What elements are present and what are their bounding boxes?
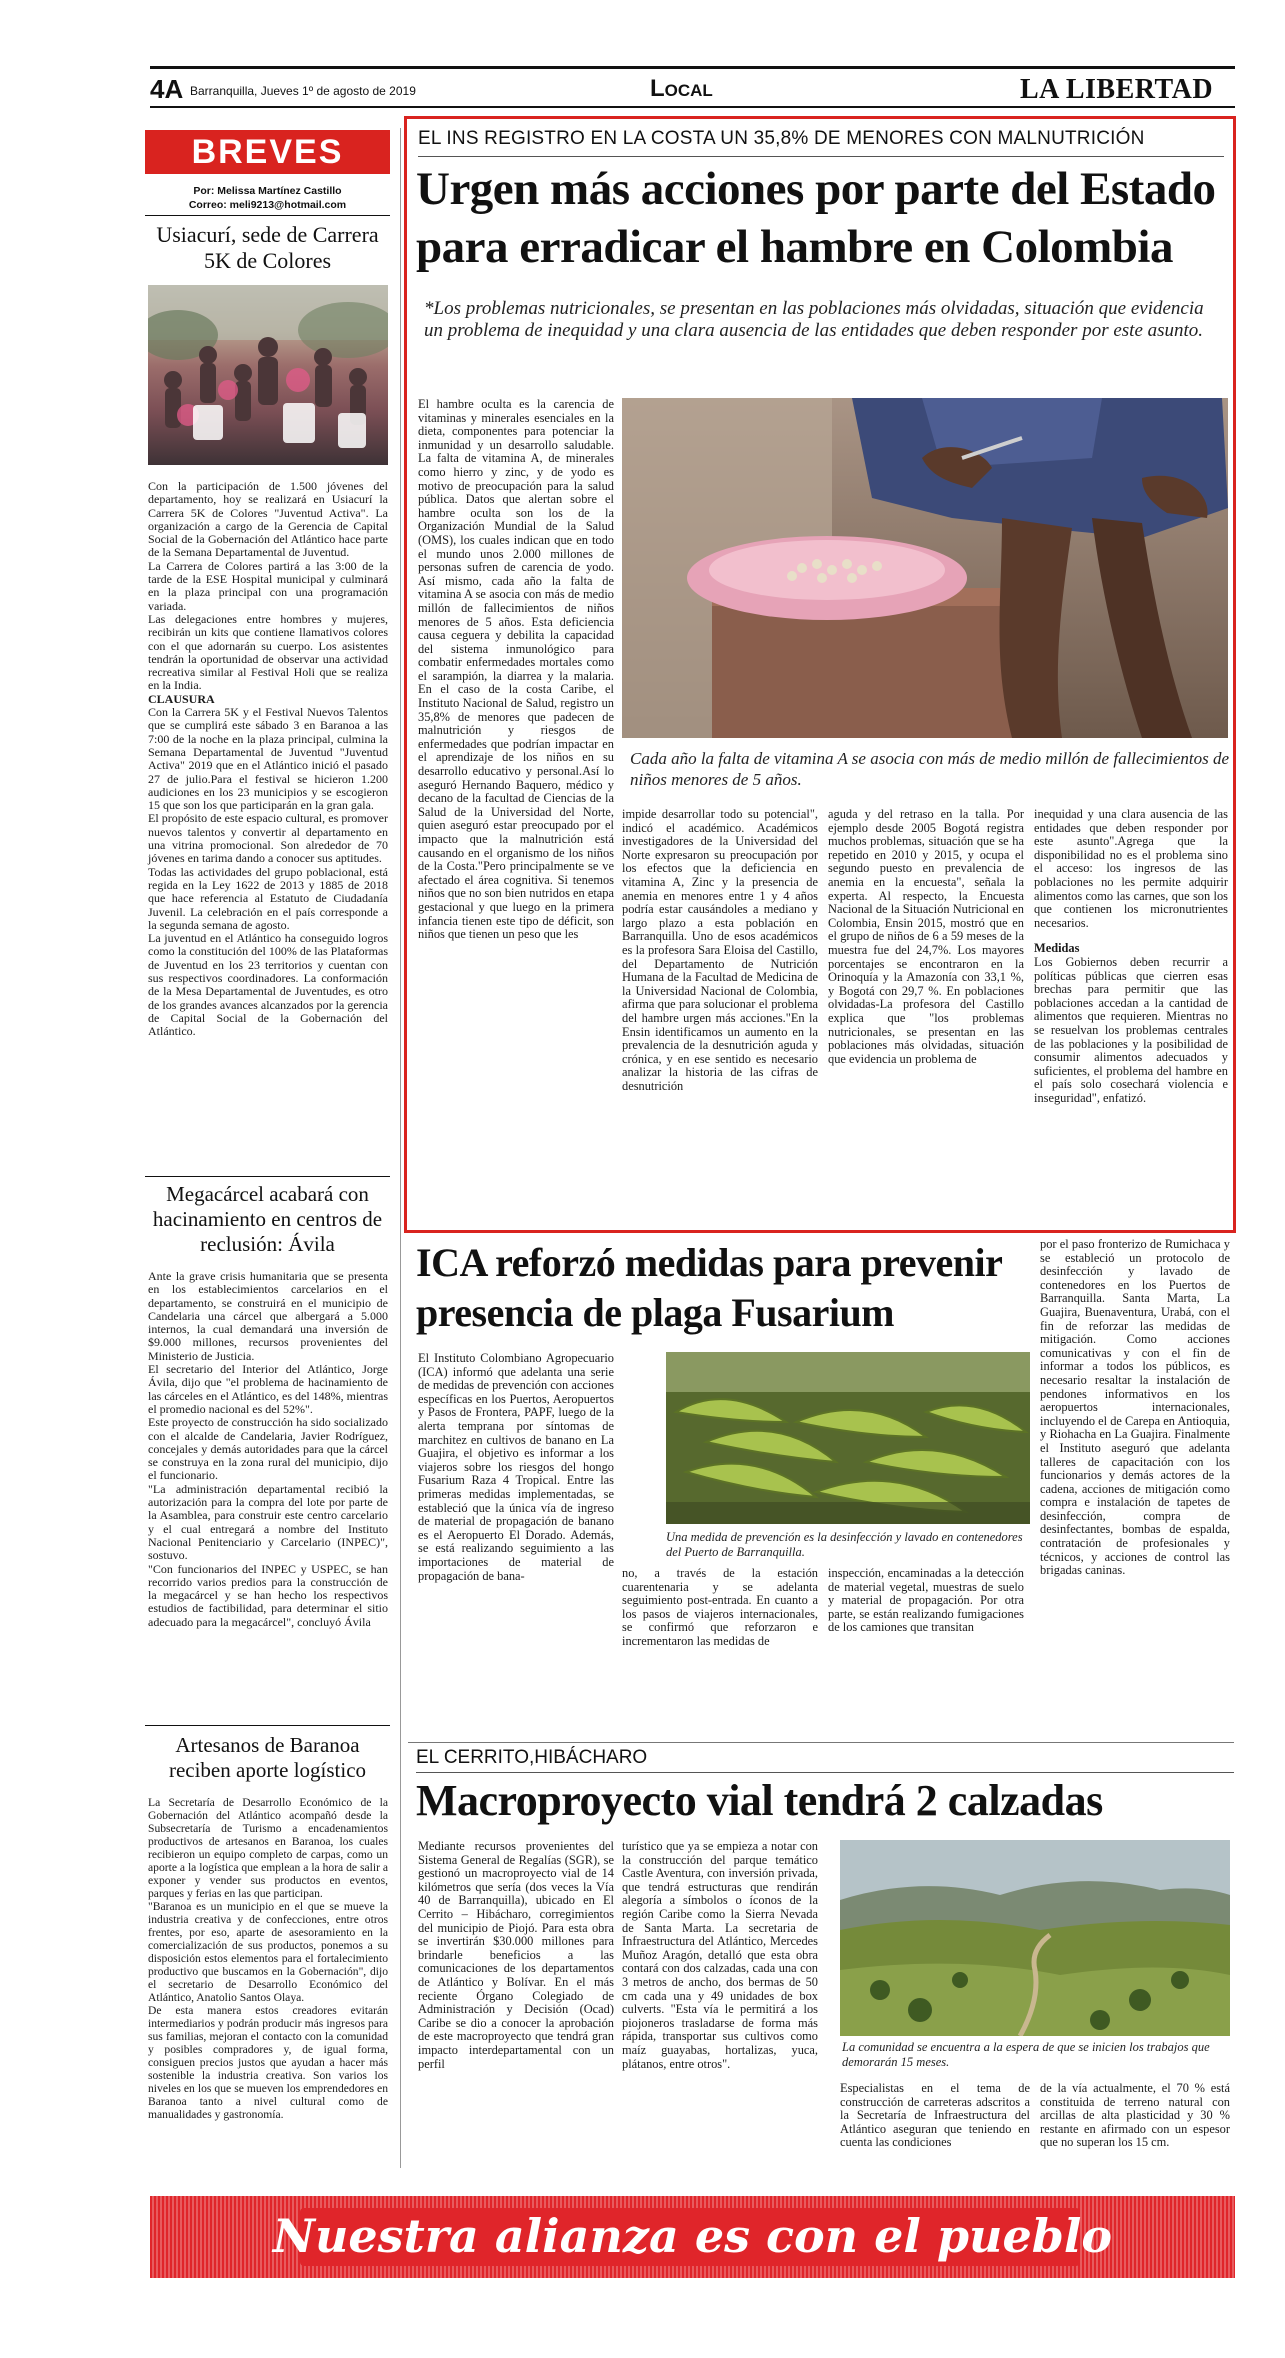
child-eating-illustration bbox=[622, 398, 1228, 738]
lead-kicker-rule bbox=[418, 156, 1224, 157]
macro-col-3: Especialistas en el tema de construcción de carreteras adscritos a la Secretaría de Infraestructura del Atlántico aseguran que teniendo en cuenta las condiciones bbox=[840, 2081, 1030, 2150]
macro-kicker-rule bbox=[416, 1772, 1234, 1773]
breves-byline bbox=[145, 184, 390, 212]
breves-label: BREVES bbox=[145, 130, 390, 174]
masthead: LA LIBERTAD bbox=[1020, 74, 1214, 105]
lead-photo bbox=[622, 398, 1228, 738]
breves-story3-body bbox=[148, 1796, 388, 2121]
ica-headline: ICA reforzó medidas para prevenir presencia de plaga Fusarium bbox=[416, 1240, 1002, 1335]
macro-photo bbox=[840, 1840, 1230, 2036]
story1-paragraph: Las delegaciones entre hombres y mujeres, recibirán un kits que contiene llamativos colores con el que adornarán su cuerpo. Los asistentes tendrán la oportunidad de observar una actividad recreativa similar al Festival Holi que se realiza en la India. bbox=[148, 611, 388, 693]
macro-col-4: de la vía actualmente, el 70 % está constituida de terreno natural con arcillas de alta plasticidad y 30 % restante en afirmado con un espesor que no superan los 15 cm. bbox=[1040, 2081, 1230, 2150]
macro-caption: La comunidad se encuentra a la espera de que se inicien los trabajos que demorarán 15 meses. bbox=[842, 2040, 1210, 2069]
macro-top-rule bbox=[408, 1742, 1234, 1743]
story2-paragraph: "La administración departamental recibió la autorización para la compra del lote por parte de la Asamblea, para construir este centro carcelario y el cual entregará a nombre del Instituto Nacional Penitenciario y Carcelario (INPEC)", sostuvo. bbox=[148, 1481, 388, 1563]
landscape-illustration bbox=[840, 1840, 1230, 2036]
macro-col-1: Mediante recursos provenientes del Sistema General de Regalías (SGR), se gestionó un macroproyecto vial de 14 kilómetros que sería (dos veces la Vía 40 de Barranquilla), ubicado en El Cerrito – Hibácharo, corregimientos del municipio de Piojó. Para esta obra se invertirán $30.000 millones para brindarle beneficios a las comunicaciones de los departamentos de Atlántico y Bolívar. En el más reciente Órgano Colegiado de Administración y Decisión (Ocad) Caribe se dio a conocer la aprobación de este macroproyecto que tendrá gran impacto interdepartamental con un perfil bbox=[418, 1839, 614, 2071]
story2-paragraph: "Con funcionarios del INPEC y USPEC, se han recorrido varios predios para la construcción de la megacárcel y se han hecho los respectivos estudios de factibilidad, para determinar el sitio adecuado para la megacárcel", concluyó Ávila bbox=[148, 1561, 388, 1629]
ica-photo bbox=[666, 1352, 1030, 1524]
story1-paragraph: Con la Carrera 5K y el Festival Nuevos Talentos que se cumplirá este sábado 3 en Baranoa a las 7:00 de la noche en la plaza principal, culmina la Semana Departamental de Juventud "Juventud Activa" 2019 que en el Atlántico inició el pasado 27 de julio.Para el festival se hicieron 1.200 audiciones en los 23 municipios y se escogieron 15 que son los que participarán en la gran gala. bbox=[148, 705, 388, 813]
story2-paragraph: El secretario del Interior del Atlántico, Jorge Ávila, dijo que "el problema de hacinamiento de las cárceles en el Atlántico, es del 148%, mientras el promedio nacional es del 52%". bbox=[148, 1362, 388, 1416]
header-bottom-rule bbox=[150, 106, 1235, 108]
story2-paragraph: Este proyecto de construcción ha sido socializado con el alcalde de Candelaria, Javier Rodríguez, concejales y demás autoridades para que la cárcel se construya en la zona rural del municipio, dijo el funcionario. bbox=[148, 1415, 388, 1483]
lead-col-3: aguda y del retraso en la talla. Por ejemplo desde 2005 Bogotá registra muchos problemas, situación que se ha repetido en 2010 y 2015, y ocupa el segundo puesto en prevalencia de anemia en la encuesta", señala la experta. Al respecto, la Encuesta Nacional de la Situación Nutricional en Colombia, Ensin 2015, mostró que en el grupo de niños de 6 a 59 meses de la muestra fue del 24,7%. Los mayores porcentajes se encontraron en la Orinoquía y la Amazonía con 33,1 %, y Bogotá con 29,7 %. En poblaciones olvidadas-La profesora del Castillo explica que "los problemas nutricionales, se presentan en las poblaciones más olvidadas, situación que evidencia un problema de bbox=[828, 807, 1024, 1066]
lead-caption: Cada año la falta de vitamina A se asocia con más de medio millón de fallecimientos de niños menores de 5 años. bbox=[630, 749, 1230, 789]
lead-headline: Urgen más acciones por parte del Estado para erradicar el hambre en Colombia bbox=[416, 163, 1216, 273]
ica-col-1: El Instituto Colombiano Agropecuario (ICA) informó que adelanta una serie de medidas de prevención con acciones específicas en los Puertos, Aeropuertos y Pasos de Frontera, PAPF, luego de la alerta temprana por síntomas de marchitez en cultivos de banano en La Guajira, el objetivo es informar a los viajeros sobre los riesgos del hongo Fusarium Raza 4 Tropical. Entre las primeras medidas implementadas, se estableció que la única vía de ingreso de material de propagación de banano es el Aeropuerto El Dorado. Además, se está realizando seguimiento a las importaciones de material de propagación de bana- bbox=[418, 1351, 614, 1583]
story1-paragraph: El propósito de este espacio cultural, es promover nuevos talentos y convertir al departamento en una vitrina promocional. Son alrededor de 70 jóvenes en tarima dando a conocer sus aptitudes. bbox=[148, 811, 388, 866]
color-run-illustration bbox=[148, 285, 388, 465]
breves-story1-headline: Usiacurí, sede de Carrera 5K de Colores bbox=[156, 222, 379, 273]
color-run-photo bbox=[148, 285, 388, 465]
section-label: Local bbox=[650, 75, 713, 102]
ica-col-3: inspección, encaminadas a la detección de material vegetal, muestras de suelo y material de propagación. Por otra parte, se están realizando fumigaciones de los camiones que transitan bbox=[828, 1566, 1024, 1635]
bananas-illustration bbox=[666, 1352, 1030, 1524]
breves-divider-2 bbox=[145, 1725, 390, 1726]
ica-col-4: por el paso fronterizo de Rumichaca y se estableció un protocolo de desinfección y lavado de contenedores en los Puertos de Barranquilla. Santa Marta, La Guajira, Buenaventura, Urabá, con el fin de reforzar las medidas de mitigación. Como acciones comunicativas y con el fin de informar a todos los públicos, es necesario resaltar la instalación de pendones informativos en los aeropuertos internacionales, incluyendo el de Carepa en Antioquia, y Riohacha en La Guajira. Finalmente el Instituto aseguró que adelanta talleres de capacitación con los funcionarios y demás actores de la cadena, acciones de mitigación como compra e instalación de tapetes de desinfección, compra de desinfectantes, bombas de espalda, contratación de profesionales y técnicos, y acciones de control las brigadas caninas. bbox=[1040, 1237, 1230, 1578]
byline-email: Correo: meli9213@hotmail.com bbox=[188, 199, 347, 211]
lead-col-2: impide desarrollar todo su potencial", indicó el académico. Académicos investigadores de la Universidad del Norte expresaron su preocupación por los efectos que la deficiencia en vitamina A, Zinc y la presencia de anemia en menores entre 1 y 4 años podría estar causándoles a mediano y largo plazo a esta población en Barranquilla. Uno de esos académicos es la profesora Sara Eloisa del Castillo, del Departamento de Nutrición Humana de la Facultad de Medicina de la Universidad Nacional de Colombia, afirma que para solucionar el problema del hambre urgen más acciones."En la Ensin identificamos un aumento en la prevalencia de la desnutrición aguda y crónica, y en ese sentido es necesario analizar la historia de las cifras de desnutrición bbox=[622, 807, 818, 1093]
lead-kicker: EL INS REGISTRO EN LA COSTA UN 35,8% DE MENORES CON MALNUTRICIÓN bbox=[418, 128, 1145, 149]
breves-story2-body bbox=[148, 1270, 388, 1629]
ica-caption: Una medida de prevención es la desinfección y lavado en contenedores del Puerto de Barranquilla. bbox=[666, 1530, 1023, 1559]
ica-col-2: no, a través de la estación cuarentenaria y se adelanta seguimiento post-entrada. En cuanto a los pasos de viajeros internacionales, se confirmó que reforzaron e incrementaron las medidas de bbox=[622, 1566, 818, 1648]
macro-col-2: turístico que ya se empieza a notar con la construcción del parque temático Castle Aventura, con inversión privada, que tendrá estructuras que rendirán alegoría a símbolos o íconos de la región Caribe como la Sierra Nevada de Santa Marta. La secretaria de Infraestructura del Atlántico, Mercedes Muñoz Aragón, detalló que esta obra contará con dos calzadas, cada una con 3 metros de ancho, dos bermas de 50 cm cada una y 49 unidades de box culverts. "Esta vía le permitirá a los piojoneros trasladarse de forma más rápida, transportar sus cultivos como maíz guayabas, hortalizas, yuca, plátanos, entre otros". bbox=[622, 1839, 818, 2071]
lead-deck: *Los problemas nutricionales, se presentan en las poblaciones más olvidadas, situación que evidencia un problema de inequidad y una clara ausencia de las entidades que deben responder por este asunto. bbox=[424, 298, 1204, 341]
story1-paragraph: Todas las actividades del grupo poblacional, está regida en la Ley 1622 de 2013 y 1885 de 2018 que hace referencia al Estatuto de Ciudadanía Juvenil. La celebración en el país corresponde a la segunda semana de agosto. bbox=[148, 864, 388, 932]
dateline: Barranquilla, Jueves 1º de agosto de 2019 bbox=[190, 84, 416, 98]
breves-story3-headline: Artesanos de Baranoa reciben aporte logístico bbox=[168, 1733, 367, 1782]
breves-rule bbox=[145, 215, 390, 216]
lead-col4-paragraph: Los Gobiernos deben recurrir a políticas públicas que cierren esas brechas para permitir que las poblaciones accedan a la cantidad de alimentos que requieren. Mientras no se resuelvan los problemas centrales de las poblaciones y la posibilidad de consumir alimentos adecuados y suficientes, el problema del hambre en el país solo cosechará violencia e inseguridad", enfatizó. bbox=[1034, 954, 1228, 1105]
story1-subhead: CLAUSURA bbox=[148, 691, 215, 706]
breves-divider-1 bbox=[145, 1176, 390, 1177]
story3-paragraph: La Secretaría de Desarrollo Económico de la Gobernación del Atlántico acompañó desde la Subsecretaría de Turismo a encadenamientos productivos de artesanos en Baranoa, los cuales recibieron un equipo completo de carpas, como un aporte a la logística que emplean a la hora de salir a exponer y vender sus productos en eventos, parques y ferias en las que participan. bbox=[148, 1796, 388, 1900]
breves-story2-headline: Megacárcel acabará con hacinamiento en centros de reclusión: Ávila bbox=[152, 1182, 383, 1256]
lead-col4-subhead: Medidas bbox=[1034, 941, 1080, 956]
story1-paragraph: Con la participación de 1.500 jóvenes del departamento, hoy se realizará en Usiacurí la Carrera 5K de Colores "Juventud Activa". La organización a cargo de la Gerencia de Capital Social de la Gobernación del Atlántico hace parte de la Semana Departamental de Juventud. bbox=[148, 479, 388, 560]
macro-headline: Macroproyecto vial tendrá 2 calzadas bbox=[416, 1776, 1103, 1825]
bottom-banner bbox=[150, 2196, 1235, 2278]
story3-paragraph: De esta manera estos creadores evitarán intermediarios y podrán producir más ingresos para sus familias, mejoran el contacto con la comunidad y posibles compradores y, de igual forma, consiguen precios justos que ayudan a hacer más sostenible la industria creativa. Son varios los niveles en los que se mueven los emprendedores en Baranoa tanto a nivel cultural como de manualidades y gastronomía. bbox=[148, 2004, 388, 2121]
story1-paragraph: La juventud en el Atlántico ha conseguido logros como la constitución del 100% de las Plataformas de Juventud en los 23 territorios y cuentan con sus respectivos coordinadores. La conformación de la Mesa Departamental de Juventudes, es otro de los grandes avances alcanzados por la gerencia de Capital Social de la Gobernación del Atlántico. bbox=[148, 931, 388, 1039]
story2-paragraph: Ante la grave crisis humanitaria que se presenta en los establecimientos carcelarios en el departamento, se construirá en el municipio de Candelaria una cárcel que albergará a 5.000 internos, la cual demandará una inversión de $9.000 millones, recursos provenientes del Ministerio de Justicia. bbox=[148, 1269, 388, 1363]
lead-col-4 bbox=[1034, 808, 1228, 1105]
banner-slogan: Nuestra alianza es con el pueblo bbox=[272, 2209, 1113, 2263]
story3-paragraph: "Baranoa es un municipio en el que se mueve la industria creativa y de confecciones, entre otros frentes, por eso, aparte de asesoramiento en la comercialización de sus productos, ponemos a su disposición estos elementos para el fortalecimiento productivo que buscamos en la Gobernación", dijo el secretario de Desarrollo Económico del Atlántico, Anatolio Santos Olaya. bbox=[148, 1900, 388, 2004]
lead-col-1: El hambre oculta es la carencia de vitaminas y minerales esenciales en la dieta, componentes para potenciar la inmunidad y un desarrollo saludable. La falta de vitamina A, de minerales como hierro y zinc, y de yodo es motivo de preocupación para la salud pública. Datos que alertan sobre el hambre oculta son los de la Organización Mundial de la Salud (OMS), los cuales indican que en todo el mundo unos 2.000 millones de personas sufren de carencia de yodo. Así mismo, cada año la falta de vitamina A se asocia con más de medio millón de fallecimientos de niños menores de 5 años. Esta deficiencia causa ceguera y debilita la capacidad del sistema inmunológico para combatir enfermedades mortales como el sarampión, la diarrea y la malaria. En el caso de la costa Caribe, el Instituto Nacional de Salud, registro un 35,8% de menores que padecen de malnutrición y riesgos de enfermedades que podrían impactar en el aprendizaje de los niños en su desarrollo educativo y personal.Así lo aseguró Hernando Baquero, médico y decano de la facultad de Ciencias de la Salud de la Universidad del Norte, quien aseguró estar preocupado por el impacto que la malnutrición está causando en el organismo de los niños de la Costa."Pero principalmente se ve afectado el área cognitiva. Si tenemos niños que no son bien nutridos en etapa gestacional y que luego en la primera infancia tienen este tipo de déficit, son niños que tienen un peso que les bbox=[418, 397, 614, 942]
header-top-rule bbox=[150, 66, 1235, 69]
column-divider bbox=[400, 128, 401, 2168]
story1-paragraph: La Carrera de Colores partirá a las 3:00 de la tarde de la ESE Hospital municipal y culminará en la plaza principal con una programación variada. bbox=[148, 558, 388, 613]
byline-author: Por: Melissa Martínez Castillo bbox=[193, 185, 342, 197]
macro-kicker: EL CERRITO,HIBÁCHARO bbox=[416, 1747, 648, 1768]
breves-story1-body bbox=[148, 480, 388, 1038]
lead-col4-paragraph: inequidad y una clara ausencia de las entidades que deben responder por este asunto".Agrega que la disponibilidad no es el problema sino el acceso: los ingresos de las poblaciones no les permite adquirir alimentos como las carnes, que son los que contienen los micronutrientes necesarios. bbox=[1034, 807, 1228, 930]
page-number: 4A bbox=[150, 74, 184, 104]
